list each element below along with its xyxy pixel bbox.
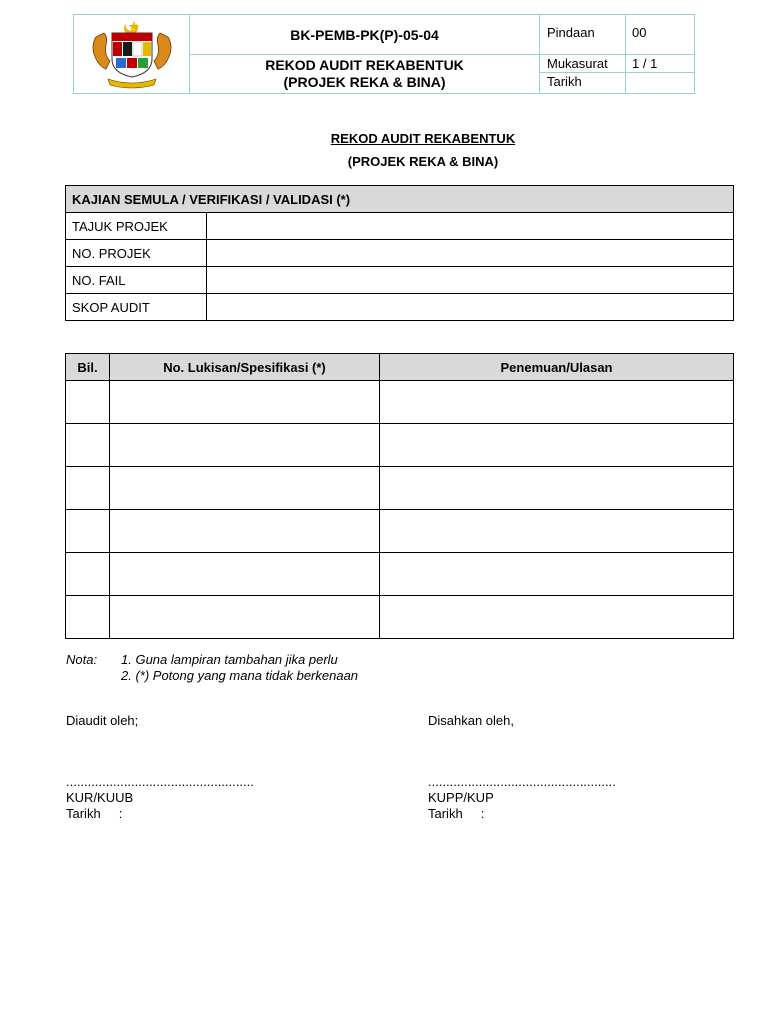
- penemuan-cell[interactable]: [380, 596, 734, 639]
- row-label: NO. PROJEK: [66, 240, 207, 267]
- penemuan-cell[interactable]: [380, 510, 734, 553]
- note-line-1: 1. Guna lampiran tambahan jika perlu: [121, 652, 338, 667]
- bil-cell[interactable]: [66, 553, 110, 596]
- penemuan-cell[interactable]: [380, 424, 734, 467]
- audited-by-heading: Diaudit oleh;: [66, 713, 139, 728]
- header-title-line1: REKOD AUDIT REKABENTUK: [265, 57, 464, 73]
- row-label: TAJUK PROJEK: [66, 213, 207, 240]
- bil-cell[interactable]: [66, 510, 110, 553]
- approved-by-heading: Disahkan oleh,: [428, 713, 514, 728]
- note-line-2: 2. (*) Potong yang mana tidak berkenaan: [121, 668, 359, 683]
- table-row: [66, 213, 734, 240]
- audited-by-date: Tarikh :: [66, 806, 123, 821]
- approved-by-signature-line: ....................................................: [428, 774, 616, 789]
- col-lukisan: No. Lukisan/Spesifikasi (*): [110, 354, 380, 381]
- bil-cell[interactable]: [66, 596, 110, 639]
- table-row: [66, 424, 734, 467]
- document-header: [73, 14, 695, 94]
- table-row: [66, 240, 734, 267]
- doc-title-line2: (PROJEK REKA & BINA): [347, 154, 499, 169]
- row-label: NO. FAIL: [66, 267, 207, 294]
- table-row: [66, 381, 734, 424]
- no-fail-field[interactable]: [207, 267, 734, 294]
- pindaan-value: 00: [626, 15, 694, 55]
- lukisan-cell[interactable]: [110, 467, 380, 510]
- table-row: [66, 510, 734, 553]
- penemuan-cell[interactable]: [380, 553, 734, 596]
- mukasurat-value: 1 / 1: [626, 55, 694, 73]
- audited-by-role: KUR/KUUB: [66, 790, 134, 805]
- bil-cell[interactable]: [66, 467, 110, 510]
- col-bil: Bil.: [66, 354, 110, 381]
- mukasurat-label: Mukasurat: [540, 55, 626, 73]
- bil-cell[interactable]: [66, 424, 110, 467]
- lukisan-cell[interactable]: [110, 510, 380, 553]
- table-row: [66, 467, 734, 510]
- approved-by-date: Tarikh :: [428, 806, 485, 821]
- project-info-table: [65, 185, 734, 321]
- doc-code: BK-PEMB-PK(P)-05-04: [190, 15, 540, 55]
- tarikh-value: [626, 73, 694, 93]
- lukisan-cell[interactable]: [110, 596, 380, 639]
- audited-by-signature-line: ....................................................: [66, 774, 254, 789]
- lukisan-cell[interactable]: [110, 424, 380, 467]
- bil-cell[interactable]: [66, 381, 110, 424]
- lukisan-cell[interactable]: [110, 553, 380, 596]
- col-penemuan: Penemuan/Ulasan: [380, 354, 734, 381]
- table-row: [66, 267, 734, 294]
- info-table-heading: KAJIAN SEMULA / VERIFIKASI / VALIDASI (*): [66, 186, 734, 213]
- penemuan-cell[interactable]: [380, 381, 734, 424]
- penemuan-cell[interactable]: [380, 467, 734, 510]
- table-row: [66, 596, 734, 639]
- table-row: [66, 294, 734, 321]
- logo-cell: [74, 15, 190, 93]
- table-row: [66, 553, 734, 596]
- doc-title-line1: REKOD AUDIT REKABENTUK: [330, 131, 516, 146]
- header-title: [190, 55, 540, 93]
- header-title-line2: (PROJEK REKA & BINA): [283, 74, 446, 90]
- no-projek-field[interactable]: [207, 240, 734, 267]
- tajuk-projek-field[interactable]: [207, 213, 734, 240]
- skop-audit-field[interactable]: [207, 294, 734, 321]
- lukisan-cell[interactable]: [110, 381, 380, 424]
- malaysia-coat-of-arms-icon: [74, 15, 190, 93]
- tarikh-label: Tarikh: [540, 73, 626, 93]
- notes-label: Nota:: [66, 652, 98, 667]
- approved-by-role: KUPP/KUP: [428, 790, 494, 805]
- pindaan-label: Pindaan: [540, 15, 626, 55]
- row-label: SKOP AUDIT: [66, 294, 207, 321]
- findings-table: [65, 353, 734, 639]
